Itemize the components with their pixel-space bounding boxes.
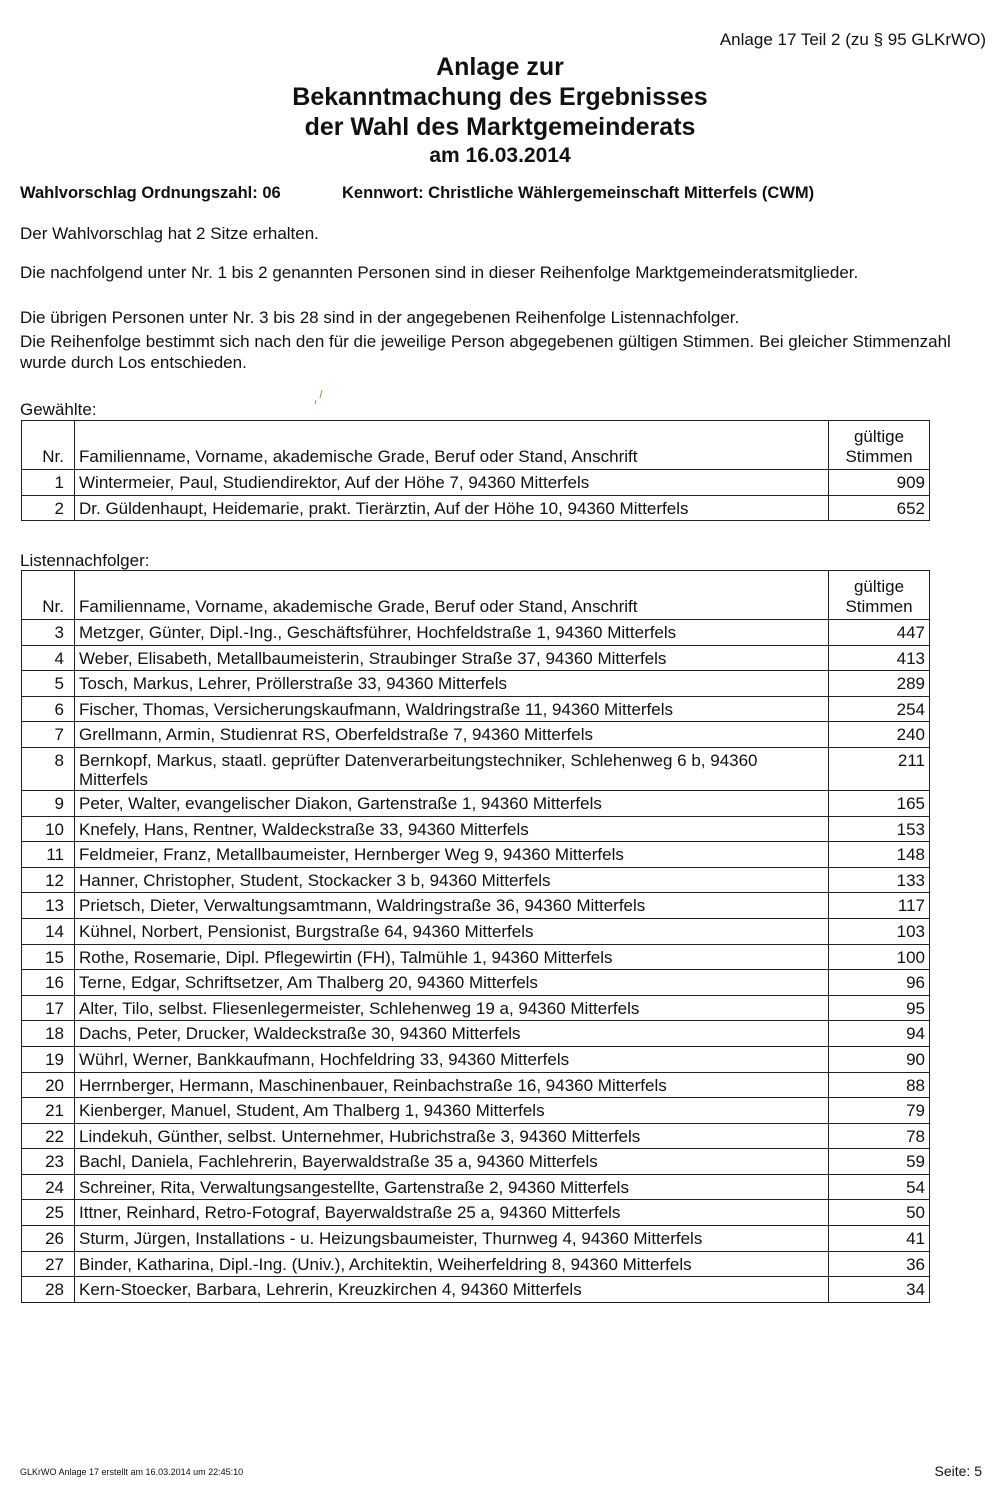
cell-name: Knefely, Hans, Rentner, Waldeckstraße 33, 94360 Mitterfels: [75, 816, 829, 842]
column-header-nr: Nr.: [22, 571, 75, 620]
column-header-votes: [829, 421, 930, 470]
cell-votes: 79: [829, 1098, 930, 1124]
cell-name: Hanner, Christopher, Student, Stockacker 3 b, 94360 Mitterfels: [75, 867, 829, 893]
elected-section-label: Gewählte:: [20, 400, 97, 419]
cell-votes: 88: [829, 1072, 930, 1098]
cell-votes: 100: [829, 944, 930, 970]
cell-votes: 78: [829, 1123, 930, 1149]
cell-name: Feldmeier, Franz, Metallbaumeister, Hernberger Weg 9, 94360 Mitterfels: [75, 842, 829, 868]
cell-votes: 148: [829, 842, 930, 868]
cell-nr: 22: [22, 1123, 75, 1149]
successors-section-label: Listennachfolger:: [20, 551, 150, 570]
table-row: [22, 671, 930, 697]
cell-votes: 34: [829, 1277, 930, 1303]
paragraph-elected-info: Die nachfolgend unter Nr. 1 bis 2 genannten Personen sind in dieser Reihenfolge Marktgemeinderatsmitglieder.: [20, 263, 859, 282]
cell-nr: 24: [22, 1174, 75, 1200]
cell-votes: 90: [829, 1046, 930, 1072]
cell-name: Rothe, Rosemarie, Dipl. Pflegewirtin (FH), Talmühle 1, 94360 Mitterfels: [75, 944, 829, 970]
paragraph-successor-info: Die übrigen Personen unter Nr. 3 bis 28 sind in der angegebenen Reihenfolge Listennachfolger.: [20, 308, 740, 327]
page-title: [200, 52, 800, 170]
cell-name: Peter, Walter, evangelischer Diakon, Gartenstraße 1, 94360 Mitterfels: [75, 790, 829, 816]
cell-votes: 36: [829, 1251, 930, 1277]
cell-nr: 10: [22, 816, 75, 842]
cell-nr: 11: [22, 842, 75, 868]
cell-votes: 240: [829, 722, 930, 748]
cell-votes: 50: [829, 1200, 930, 1226]
cell-votes: 41: [829, 1226, 930, 1252]
cell-votes: 254: [829, 696, 930, 722]
cell-votes: 652: [829, 495, 930, 521]
cell-name: Wintermeier, Paul, Studiendirektor, Auf der Höhe 7, 94360 Mitterfels: [75, 470, 829, 496]
column-header-votes: [829, 571, 930, 620]
cell-votes: 447: [829, 620, 930, 646]
cell-name: Lindekuh, Günther, selbst. Unternehmer, Hubrichstraße 3, 94360 Mitterfels: [75, 1123, 829, 1149]
cell-nr: 25: [22, 1200, 75, 1226]
table-row: [22, 1123, 930, 1149]
cell-nr: 19: [22, 1046, 75, 1072]
cell-nr: 26: [22, 1226, 75, 1252]
seats-text: Der Wahlvorschlag hat 2 Sitze erhalten.: [20, 224, 319, 243]
cell-nr: 7: [22, 722, 75, 748]
wahlvorschlag-number: Wahlvorschlag Ordnungszahl: 06: [20, 184, 281, 202]
cell-nr: 9: [22, 790, 75, 816]
election-date: am 16.03.2014: [429, 144, 571, 167]
table-row: [22, 645, 930, 671]
cell-nr: 28: [22, 1277, 75, 1303]
cell-name: Bernkopf, Markus, staatl. geprüfter Datenverarbeitungstechniker, Schlehenweg 6 b, 94360 Mitterfels: [75, 747, 829, 790]
table-row: [22, 470, 930, 496]
cell-nr: 15: [22, 944, 75, 970]
cell-nr: 2: [22, 495, 75, 521]
cell-name: Grellmann, Armin, Studienrat RS, Oberfeldstraße 7, 94360 Mitterfels: [75, 722, 829, 748]
table-row: [22, 1200, 930, 1226]
cell-votes: 165: [829, 790, 930, 816]
table-row: [22, 867, 930, 893]
cell-nr: 4: [22, 645, 75, 671]
successors-table-header: [22, 571, 930, 620]
cell-votes: 59: [829, 1149, 930, 1175]
paragraph-order-info: Die Reihenfolge bestimmt sich nach den für die jeweilige Person abgegebenen gültigen Stimmen. Bei gleicher Stimmenzahl wurde durch Los entschieden.: [20, 332, 951, 372]
table-row: [22, 1021, 930, 1047]
cell-name: Tosch, Markus, Lehrer, Pröllerstraße 33, 94360 Mitterfels: [75, 671, 829, 697]
cell-nr: 13: [22, 893, 75, 919]
elected-table-header: [22, 421, 930, 470]
table-row: [22, 1046, 930, 1072]
column-header-name: Familienname, Vorname, akademische Grade, Beruf oder Stand, Anschrift: [75, 571, 829, 620]
cell-name: Sturm, Jürgen, Installations - u. Heizungsbaumeister, Thurnweg 4, 94360 Mitterfels: [75, 1226, 829, 1252]
votes-header-line-1: gültige: [853, 577, 905, 596]
table-row: [22, 1174, 930, 1200]
table-row: [22, 1098, 930, 1124]
title-line-2: Bekanntmachung des Ergebnisses: [292, 83, 708, 111]
cell-votes: 117: [829, 893, 930, 919]
votes-header-line-1: gültige: [853, 427, 905, 446]
cell-votes: 413: [829, 645, 930, 671]
title-line-3: der Wahl des Marktgemeinderats: [304, 113, 696, 141]
column-header-name: Familienname, Vorname, akademische Grade, Beruf oder Stand, Anschrift: [75, 421, 829, 470]
cell-nr: 16: [22, 970, 75, 996]
pen-mark-decoration: [312, 388, 326, 408]
cell-name: Herrnberger, Hermann, Maschinenbauer, Reinbachstraße 16, 94360 Mitterfels: [75, 1072, 829, 1098]
cell-nr: 14: [22, 918, 75, 944]
table-row: [22, 970, 930, 996]
votes-header-line-2: Stimmen: [845, 447, 913, 466]
table-row: [22, 722, 930, 748]
cell-name: Weber, Elisabeth, Metallbaumeisterin, Straubinger Straße 37, 94360 Mitterfels: [75, 645, 829, 671]
table-row: [22, 1149, 930, 1175]
cell-name: Prietsch, Dieter, Verwaltungsamtmann, Waldringstraße 36, 94360 Mitterfels: [75, 893, 829, 919]
cell-name: Fischer, Thomas, Versicherungskaufmann, Waldringstraße 11, 94360 Mitterfels: [75, 696, 829, 722]
cell-votes: 211: [829, 747, 930, 790]
cell-votes: 96: [829, 970, 930, 996]
cell-nr: 5: [22, 671, 75, 697]
cell-nr: 21: [22, 1098, 75, 1124]
cell-nr: 6: [22, 696, 75, 722]
cell-votes: 95: [829, 995, 930, 1021]
cell-nr: 20: [22, 1072, 75, 1098]
table-row: [22, 842, 930, 868]
cell-votes: 103: [829, 918, 930, 944]
table-row: [22, 995, 930, 1021]
cell-votes: 94: [829, 1021, 930, 1047]
cell-nr: 3: [22, 620, 75, 646]
cell-votes: 153: [829, 816, 930, 842]
cell-name: Binder, Katharina, Dipl.-Ing. (Univ.), Architektin, Weiherfeldring 8, 94360 Mitterfels: [75, 1251, 829, 1277]
table-row: [22, 944, 930, 970]
cell-nr: 8: [22, 747, 75, 790]
table-row: [22, 816, 930, 842]
cell-name: Dachs, Peter, Drucker, Waldeckstraße 30, 94360 Mitterfels: [75, 1021, 829, 1047]
cell-name: Terne, Edgar, Schriftsetzer, Am Thalberg 20, 94360 Mitterfels: [75, 970, 829, 996]
table-row: [22, 620, 930, 646]
successors-table: [21, 570, 930, 1303]
cell-nr: 17: [22, 995, 75, 1021]
kennwort: Kennwort: Christliche Wählergemeinschaft Mitterfels (CWM): [342, 184, 815, 202]
cell-name: Schreiner, Rita, Verwaltungsangestellte, Gartenstraße 2, 94360 Mitterfels: [75, 1174, 829, 1200]
page-number: Seite: 5: [934, 1463, 982, 1479]
cell-name: Bachl, Daniela, Fachlehrerin, Bayerwaldstraße 35 a, 94360 Mitterfels: [75, 1149, 829, 1175]
cell-name: Wührl, Werner, Bankkaufmann, Hochfeldring 33, 94360 Mitterfels: [75, 1046, 829, 1072]
elected-table: [21, 420, 930, 521]
table-row: [22, 1277, 930, 1303]
title-line-1: Anlage zur: [436, 53, 564, 81]
cell-name: Dr. Güldenhaupt, Heidemarie, prakt. Tierärztin, Auf der Höhe 10, 94360 Mitterfels: [75, 495, 829, 521]
table-row: [22, 1226, 930, 1252]
cell-votes: 289: [829, 671, 930, 697]
cell-nr: 18: [22, 1021, 75, 1047]
table-row: [22, 1251, 930, 1277]
table-row: [22, 893, 930, 919]
cell-votes: 54: [829, 1174, 930, 1200]
cell-nr: 1: [22, 470, 75, 496]
table-row: [22, 747, 930, 790]
cell-name: Kern-Stoecker, Barbara, Lehrerin, Kreuzkirchen 4, 94360 Mitterfels: [75, 1277, 829, 1303]
cell-votes: 133: [829, 867, 930, 893]
votes-header-line-2: Stimmen: [845, 597, 913, 616]
cell-name: Kienberger, Manuel, Student, Am Thalberg 1, 94360 Mitterfels: [75, 1098, 829, 1124]
table-row: [22, 790, 930, 816]
table-row: [22, 1072, 930, 1098]
column-header-nr: Nr.: [22, 421, 75, 470]
cell-nr: 12: [22, 867, 75, 893]
table-row: [22, 495, 930, 521]
cell-name: Kühnel, Norbert, Pensionist, Burgstraße 64, 94360 Mitterfels: [75, 918, 829, 944]
cell-votes: 909: [829, 470, 930, 496]
cell-nr: 23: [22, 1149, 75, 1175]
cell-name: Ittner, Reinhard, Retro-Fotograf, Bayerwaldstraße 25 a, 94360 Mitterfels: [75, 1200, 829, 1226]
cell-name: Metzger, Günter, Dipl.-Ing., Geschäftsführer, Hochfeldstraße 1, 94360 Mitterfels: [75, 620, 829, 646]
table-row: [22, 696, 930, 722]
cell-name: Alter, Tilo, selbst. Fliesenlegermeister, Schlehenweg 19 a, 94360 Mitterfels: [75, 995, 829, 1021]
cell-nr: 27: [22, 1251, 75, 1277]
table-row: [22, 918, 930, 944]
legal-reference: Anlage 17 Teil 2 (zu § 95 GLKrWO): [719, 30, 986, 49]
generated-timestamp: GLKrWO Anlage 17 erstellt am 16.03.2014 um 22:45:10: [20, 1467, 244, 1477]
